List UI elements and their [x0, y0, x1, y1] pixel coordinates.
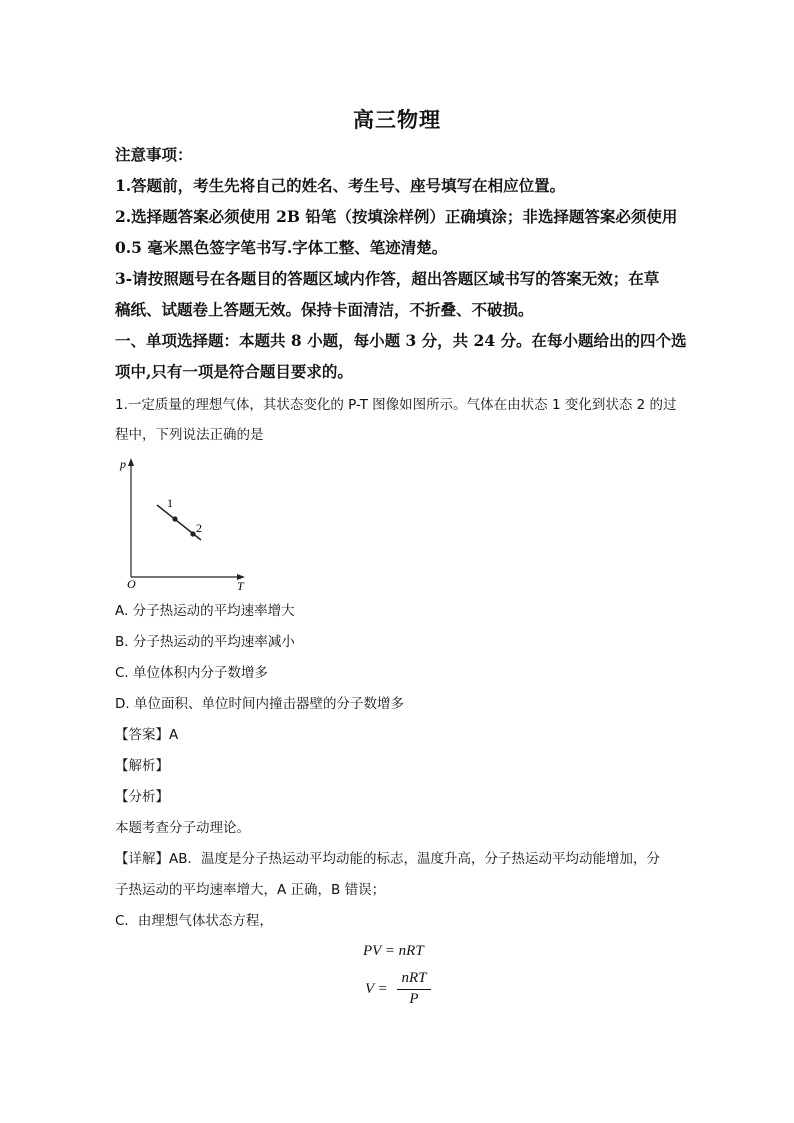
- section-heading-line-2: 项中,只有一项是符合题目要求的。: [115, 362, 353, 381]
- equation-state: PV = nRT: [363, 943, 424, 959]
- notice-item-2-line-1: 2.选择题答案必须使用 2B 铅笔（按填涂样例）正确填涂；非选择题答案必须使用: [115, 207, 678, 226]
- page-title: 高三物理: [353, 107, 441, 132]
- state-1-label: 1: [167, 496, 173, 510]
- question-1-stem-line-2: 程中，下列说法正确的是: [115, 427, 264, 443]
- detail-line-3: C．由理想气体状态方程，: [115, 913, 273, 929]
- pt-graph: [115, 452, 255, 592]
- detail-line-1: 【详解】AB．温度是分子热运动平均动能的标志，温度升高，分子热运动平均动能增加，分: [115, 851, 660, 867]
- fenxi-tag: 【分析】: [115, 789, 169, 805]
- detail-line-2: 子热运动的平均速率增大，A 正确，B 错误；: [115, 882, 386, 898]
- notice-item-3-line-2: 稿纸、试题卷上答题无效。保持卡面清洁，不折叠、不破损。: [115, 300, 534, 319]
- state-1-point: [172, 516, 177, 521]
- section-heading-line-1: 一、单项选择题：本题共 8 小题，每小题 3 分，共 24 分。在每小题给出的四个选: [115, 331, 687, 350]
- fraction-numerator: nRT: [401, 970, 427, 986]
- option-d: D. 单位面积、单位时间内撞击器壁的分子数增多: [115, 696, 404, 712]
- equation-v-lhs: V =: [365, 981, 388, 997]
- answer-line: 【答案】A: [115, 727, 179, 743]
- notice-heading: 注意事项：: [115, 145, 193, 164]
- option-a: A. 分子热运动的平均速率增大: [115, 603, 295, 619]
- question-1-stem-line-1: 1.一定质量的理想气体，其状态变化的 P-T 图像如图所示。气体在由状态 1 变化到状态 2 的过: [115, 397, 677, 413]
- option-c: C. 单位体积内分子数增多: [115, 665, 269, 681]
- notice-item-1: 1.答题前，考生先将自己的姓名、考生号、座号填写在相应位置。: [115, 176, 566, 195]
- fenxi-text: 本题考查分子动理论。: [115, 820, 250, 836]
- state-2-label: 2: [196, 521, 202, 535]
- analysis-tag: 【解析】: [115, 758, 169, 774]
- fraction-denominator: P: [409, 991, 419, 1007]
- x-axis-label: T: [237, 579, 244, 592]
- y-axis-label: p: [120, 457, 126, 471]
- notice-item-3-line-1: 3-请按照题号在各题目的答题区域内作答，超出答题区域书写的答案无效；在草: [115, 269, 660, 288]
- state-2-point: [190, 531, 195, 536]
- fraction-bar: [397, 989, 431, 990]
- origin-label: O: [127, 577, 136, 591]
- option-b: B. 分子热运动的平均速率减小: [115, 634, 295, 650]
- y-axis-arrow: [128, 458, 134, 466]
- notice-item-2-line-2: 0.5 毫米黑色签字笔书写.字体工整、笔迹清楚。: [115, 238, 448, 257]
